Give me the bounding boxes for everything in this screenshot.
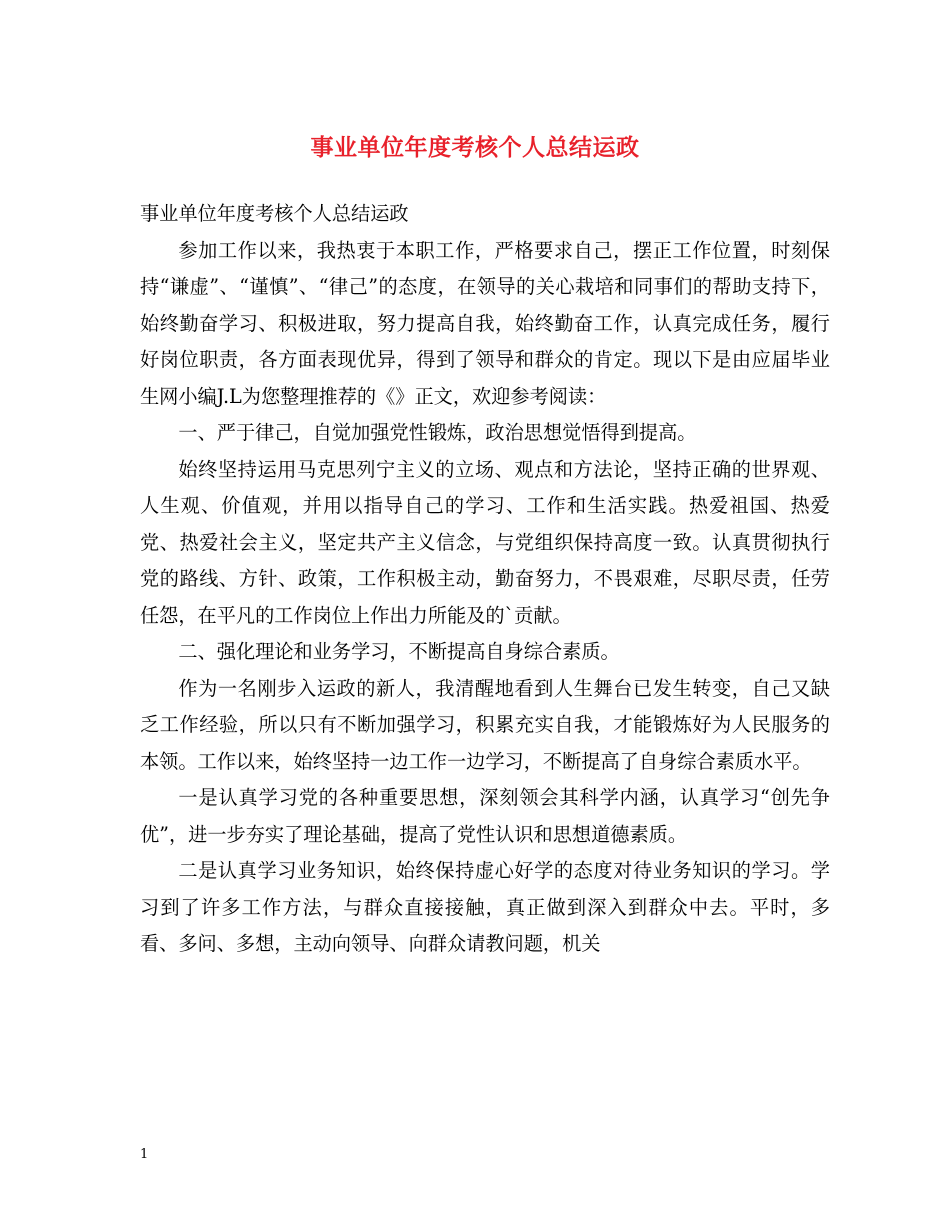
section-heading-2: 二、强化理论和业务学习，不断提高自身综合素质。 <box>178 640 620 663</box>
document-body <box>140 196 830 963</box>
paragraph-section-1: 始终坚持运用马克思列宁主义的立场、观点和方法论，坚持正确的世界观、人生观、价值观，并用以指导自己的学习、工作和生活实践。热爱祖国、热爱党、热爱社会主义，坚定共产主义信念，与党组织保持高度一致。认真贯彻执行党的路线、方针、政策，工作积极主动，勤奋努力，不畏艰难，尽职尽责，任劳任怨，在平凡的工作岗位上作出力所能及的`贡献。 <box>140 457 830 627</box>
section-heading-1: 一、严于律己，自觉加强党性锻炼，政治思想觉悟得到提高。 <box>178 421 697 444</box>
page-number: 1 <box>140 1147 149 1162</box>
document-title: 事业单位年度考核个人总结运政 <box>310 134 640 161</box>
paragraph-point-1: 一是认真学习党的各种重要思想，深刻领会其科学内涵，认真学习“创先争优”，进一步夯实了理论基础，提高了党性认识和思想道德素质。 <box>140 786 830 846</box>
paragraph-intro: 参加工作以来，我热衷于本职工作，严格要求自己，摆正工作位置，时刻保持“谦虚”、“谨慎”、“律己”的态度，在领导的关心栽培和同事们的帮助支持下，始终勤奋学习、积极进取，努力提高自我，始终勤奋工作，认真完成任务，履行好岗位职责，各方面表现优异，得到了领导和群众的肯定。现以下是由应届毕业生网小编J.L为您整理推荐的《》正文，欢迎参考阅读： <box>140 238 830 408</box>
paragraph-point-2: 二是认真学习业务知识，始终保持虚心好学的态度对待业务知识的学习。学习到了许多工作方法，与群众直接接触，真正做到深入到群众中去。平时，多看、多问、多想，主动向领导、向群众请教问题，机关 <box>140 859 830 955</box>
document-subtitle: 事业单位年度考核个人总结运政 <box>140 202 409 225</box>
paragraph-section-2: 作为一名刚步入运政的新人，我清醒地看到人生舞台已发生转变，自己又缺乏工作经验，所以只有不断加强学习，积累充实自我，才能锻炼好为人民服务的本领。工作以来，始终坚持一边工作一边学习，不断提高了自身综合素质水平。 <box>140 676 830 773</box>
